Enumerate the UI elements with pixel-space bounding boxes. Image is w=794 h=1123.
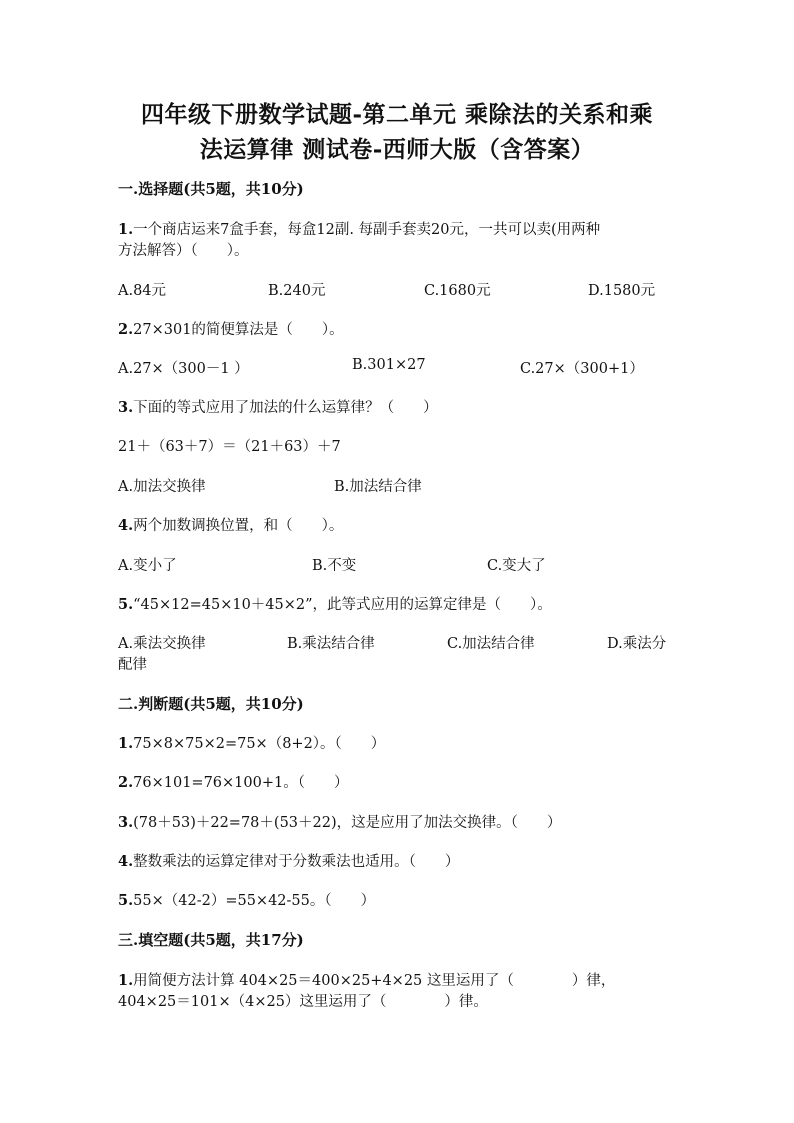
option-c: C.27×（300+1） (520, 361, 644, 377)
option-a: A.变小了 (118, 558, 177, 574)
option-c: C.变大了 (487, 558, 546, 574)
option-a: A.乘法交换律 (118, 636, 206, 652)
question-number: 4. (118, 853, 134, 870)
question-body: 整数乘法的运算定律对于分数乘法也适用。（ ） (133, 854, 460, 870)
question-number: 1. (118, 972, 134, 989)
option-a: A.84元 (118, 283, 167, 299)
question-number: 4. (118, 517, 134, 534)
option-d-wrap: 配律 (118, 657, 147, 673)
question-text (118, 771, 348, 792)
option-b: B.乘法结合律 (287, 636, 375, 652)
question-text (118, 811, 561, 832)
question-body: 一个商店运来7盒手套，每盒12副. 每副手套卖20元，一共可以卖(用两种 (133, 222, 601, 238)
question-body: 用简便方法计算 404×25＝400×25+4×25 这里运用了（ ）律， (133, 973, 616, 989)
option-d: D.1580元 (588, 283, 656, 299)
question-text (118, 732, 385, 753)
option-b: B.不变 (312, 558, 357, 574)
option-a: A.27×（300－1 ） (118, 361, 249, 377)
section-heading-fill: 三.填空题(共5题，共17分) (118, 931, 304, 949)
question-body: 两个加数调换位置，和（ ）。 (133, 518, 344, 534)
question-number: 3. (118, 814, 134, 831)
question-text (118, 396, 438, 417)
question-body: 75×8×75×2=75×（8+2）。（ ） (133, 736, 386, 752)
question-text (118, 318, 344, 339)
question-text (118, 593, 552, 614)
question-body: “45×12=45×10＋45×2”，此等式应用的运算定律是（ ）。 (133, 597, 552, 613)
option-b: B.301×27 (352, 357, 426, 373)
question-number: 1. (118, 735, 134, 752)
question-text (118, 514, 343, 535)
question-text (118, 218, 600, 239)
question-text (118, 889, 375, 910)
option-b: B.240元 (268, 283, 326, 299)
section-heading-judgement: 二.判断题(共5题，共10分) (118, 695, 304, 713)
question-text-continued: 404×25＝101×（4×25）这里运用了（ ）律。 (118, 994, 488, 1010)
question-number: 2. (118, 774, 134, 791)
question-body: 27×301的简便算法是（ ）。 (133, 322, 344, 338)
option-c: C.加法结合律 (447, 636, 535, 652)
page-title-line1: 四年级下册数学试题-第二单元 乘除法的关系和乘 (140, 101, 654, 128)
question-body: 76×101=76×100+1。（ ） (133, 775, 349, 791)
option-d: D.乘法分 (607, 636, 667, 652)
section-heading-choice: 一.选择题(共5题，共10分) (118, 180, 304, 198)
question-body: 55×（42-2）=55×42-55。（ ） (133, 893, 376, 909)
question-body: 下面的等式应用了加法的什么运算律？（ ） (133, 400, 438, 416)
option-c: C.1680元 (424, 283, 491, 299)
question-body: (78＋53)＋22=78＋(53＋22)，这是应用了加法交换律。（ ） (133, 815, 562, 831)
question-text (118, 850, 459, 871)
question-text (118, 969, 615, 990)
page-title-line2: 法运算律 测试卷-西师大版（含答案） (199, 136, 595, 163)
question-number: 5. (118, 892, 134, 909)
option-a: A.加法交换律 (118, 479, 206, 495)
question-number: 1. (118, 221, 134, 238)
question-text-continued: 方法解答）（ ）。 (118, 243, 249, 259)
option-b: B.加法结合律 (334, 479, 422, 495)
question-number: 3. (118, 399, 134, 416)
question-number: 5. (118, 596, 134, 613)
equation-line: 21＋（63＋7）＝（21＋63）＋7 (118, 439, 341, 455)
question-number: 2. (118, 321, 134, 338)
